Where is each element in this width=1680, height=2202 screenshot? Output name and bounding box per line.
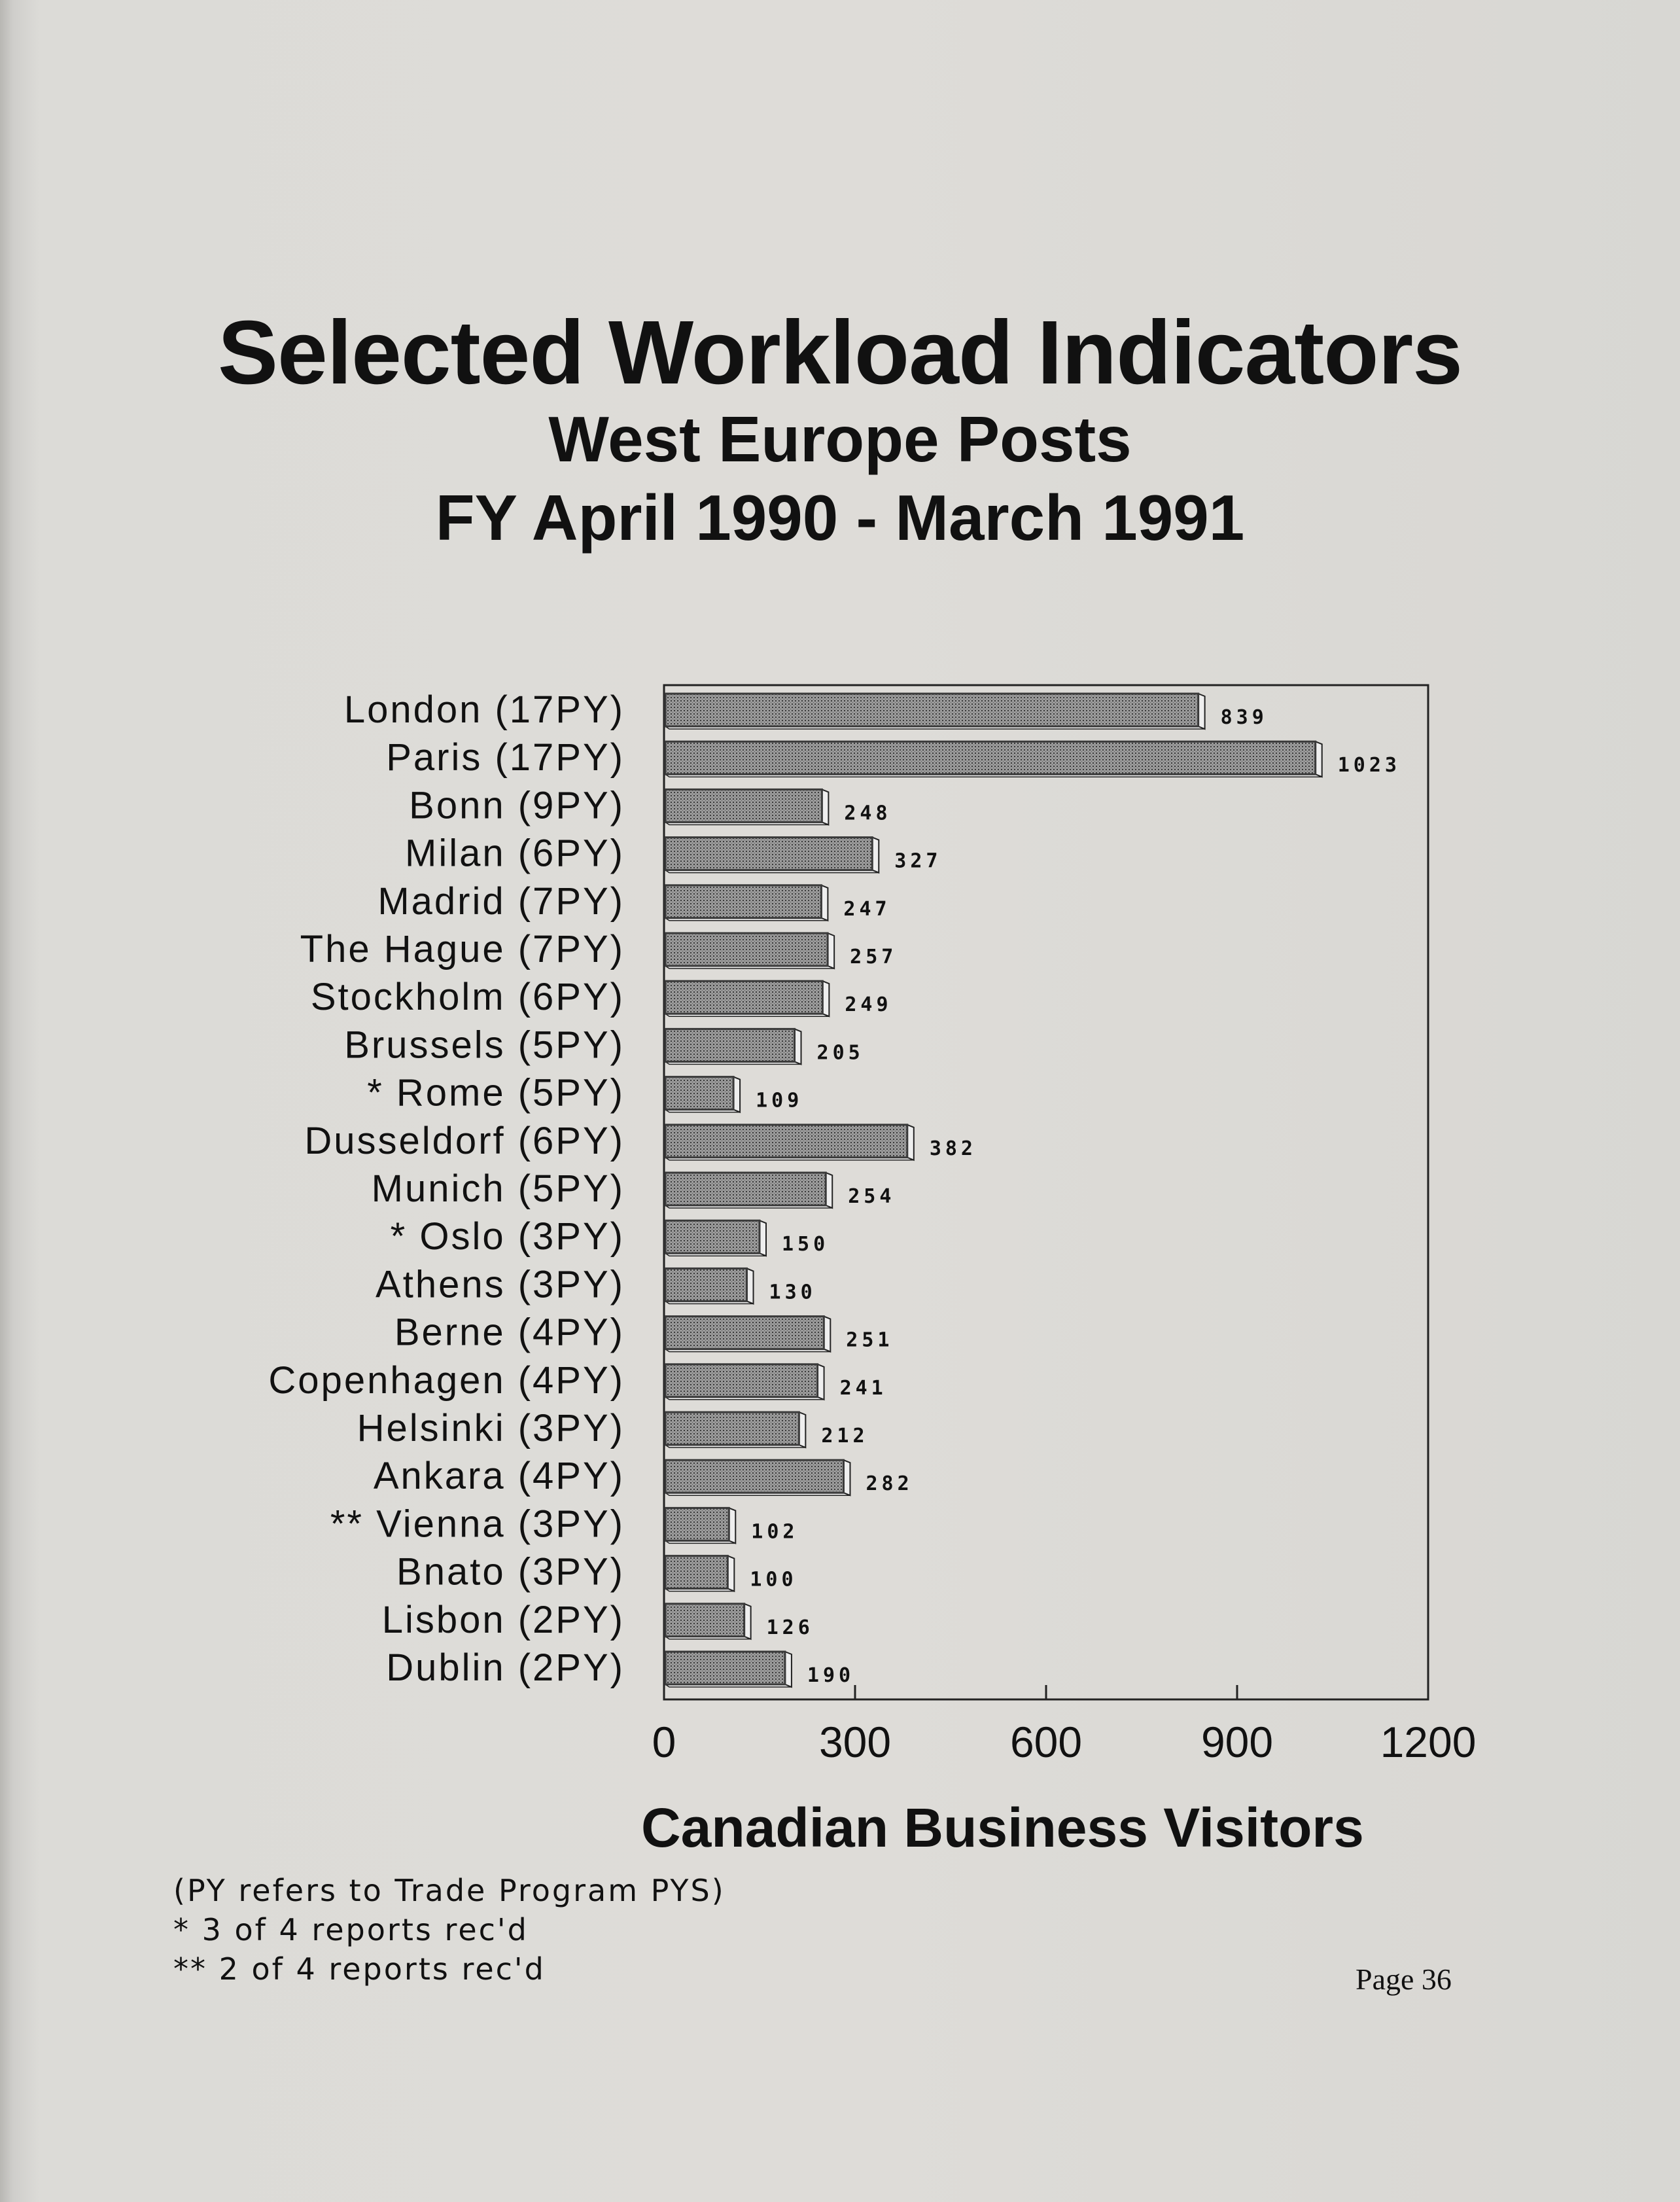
x-tick-label: 300 — [818, 1718, 892, 1766]
footnote-single-asterisk: * 3 of 4 reports rec'd — [173, 1912, 529, 1947]
data-label: 190 — [807, 1664, 855, 1687]
category-label: London (17PY) — [343, 688, 625, 731]
category-label: Bnato (3PY) — [396, 1550, 625, 1593]
x-axis-label: Canadian Business Visitors — [641, 1797, 1364, 1858]
chart-subtitle-posts: West Europe Posts — [548, 403, 1132, 475]
bar — [665, 1077, 733, 1110]
data-label: 1023 — [1337, 754, 1401, 777]
category-label: Ankara (4PY) — [373, 1455, 625, 1498]
category-label: * Oslo (3PY) — [390, 1215, 625, 1258]
bar-side — [729, 1508, 735, 1543]
bar-group — [268, 688, 1401, 1689]
data-label: 282 — [866, 1472, 913, 1496]
bar-side — [872, 838, 879, 873]
data-label: 251 — [846, 1328, 894, 1352]
category-label: Paris (17PY) — [386, 736, 625, 779]
bar — [665, 789, 822, 822]
x-axis — [652, 1685, 1477, 1766]
bar-side — [785, 1652, 792, 1687]
data-label: 212 — [821, 1425, 869, 1447]
bar-side — [826, 1173, 832, 1208]
category-label: Athens (3PY) — [376, 1263, 625, 1306]
footnote-double-asterisk: ** 2 of 4 reports rec'd — [173, 1951, 546, 1987]
category-label: ** Vienna (3PY) — [330, 1502, 625, 1546]
bar — [665, 1652, 785, 1684]
bar-side — [799, 1412, 805, 1447]
category-label: Copenhagen (4PY) — [268, 1358, 625, 1402]
category-label: Milan (6PY) — [405, 832, 625, 875]
bar — [665, 838, 872, 870]
bar — [665, 1173, 826, 1205]
bar — [665, 1412, 799, 1445]
category-label: Berne (4PY) — [394, 1311, 625, 1354]
chart-subtitle-period: FY April 1990 - March 1991 — [435, 482, 1245, 554]
chart-title: Selected Workload Indicators — [218, 302, 1462, 403]
bar-side — [1199, 694, 1205, 729]
bar — [665, 933, 828, 966]
bar — [665, 1029, 795, 1061]
bar-side — [907, 1125, 914, 1160]
data-label: 241 — [839, 1376, 887, 1400]
x-tick-label: 0 — [652, 1718, 676, 1766]
category-label: Madrid (7PY) — [377, 879, 625, 923]
bar — [665, 981, 822, 1014]
category-label: Dusseldorf (6PY) — [304, 1119, 625, 1162]
data-label: 100 — [750, 1568, 797, 1591]
data-label: 839 — [1220, 706, 1268, 729]
bar — [665, 694, 1199, 726]
data-label: 382 — [929, 1137, 977, 1160]
data-label: 247 — [843, 897, 891, 921]
bar — [665, 1268, 747, 1301]
bar — [665, 1508, 729, 1540]
bar — [665, 1604, 744, 1637]
category-label: Bonn (9PY) — [409, 784, 625, 827]
x-tick-label: 900 — [1200, 1718, 1274, 1766]
data-label: 249 — [845, 993, 892, 1017]
category-label: Dublin (2PY) — [386, 1646, 625, 1689]
data-label: 248 — [844, 802, 892, 825]
bar-side — [744, 1604, 751, 1639]
category-label: Brussels (5PY) — [344, 1023, 625, 1067]
data-label: 102 — [751, 1520, 799, 1544]
category-label: Stockholm (6PY) — [310, 976, 625, 1019]
category-label: Munich (5PY) — [371, 1167, 625, 1210]
bar-side — [727, 1556, 734, 1591]
bar — [665, 1220, 760, 1253]
data-label: 130 — [769, 1281, 816, 1304]
category-label: The Hague (7PY) — [300, 928, 625, 970]
bar — [665, 741, 1316, 774]
x-tick-label: 1200 — [1380, 1718, 1477, 1766]
data-label: 257 — [850, 946, 898, 968]
bar — [665, 1556, 727, 1589]
bar-side — [733, 1077, 740, 1112]
category-label: Helsinki (3PY) — [357, 1407, 625, 1449]
x-tick-label: 600 — [1009, 1718, 1083, 1766]
data-label: 327 — [894, 849, 942, 873]
data-label: 205 — [816, 1041, 864, 1065]
data-label: 254 — [848, 1185, 896, 1208]
bar-side — [818, 1364, 824, 1400]
data-label: 109 — [756, 1089, 803, 1112]
category-label: Lisbon (2PY) — [381, 1598, 625, 1641]
footnote-py: (PY refers to Trade Program PYS) — [173, 1873, 726, 1908]
category-label: * Rome (5PY) — [367, 1071, 625, 1114]
data-label: 126 — [766, 1616, 814, 1639]
bar — [665, 1364, 818, 1397]
data-label: 150 — [782, 1233, 830, 1256]
bar — [665, 1317, 824, 1349]
bar — [665, 1125, 907, 1158]
bar-side — [822, 789, 828, 825]
bar — [665, 885, 821, 918]
page-number: Page 36 — [1356, 1962, 1452, 1996]
bar — [665, 1460, 843, 1493]
